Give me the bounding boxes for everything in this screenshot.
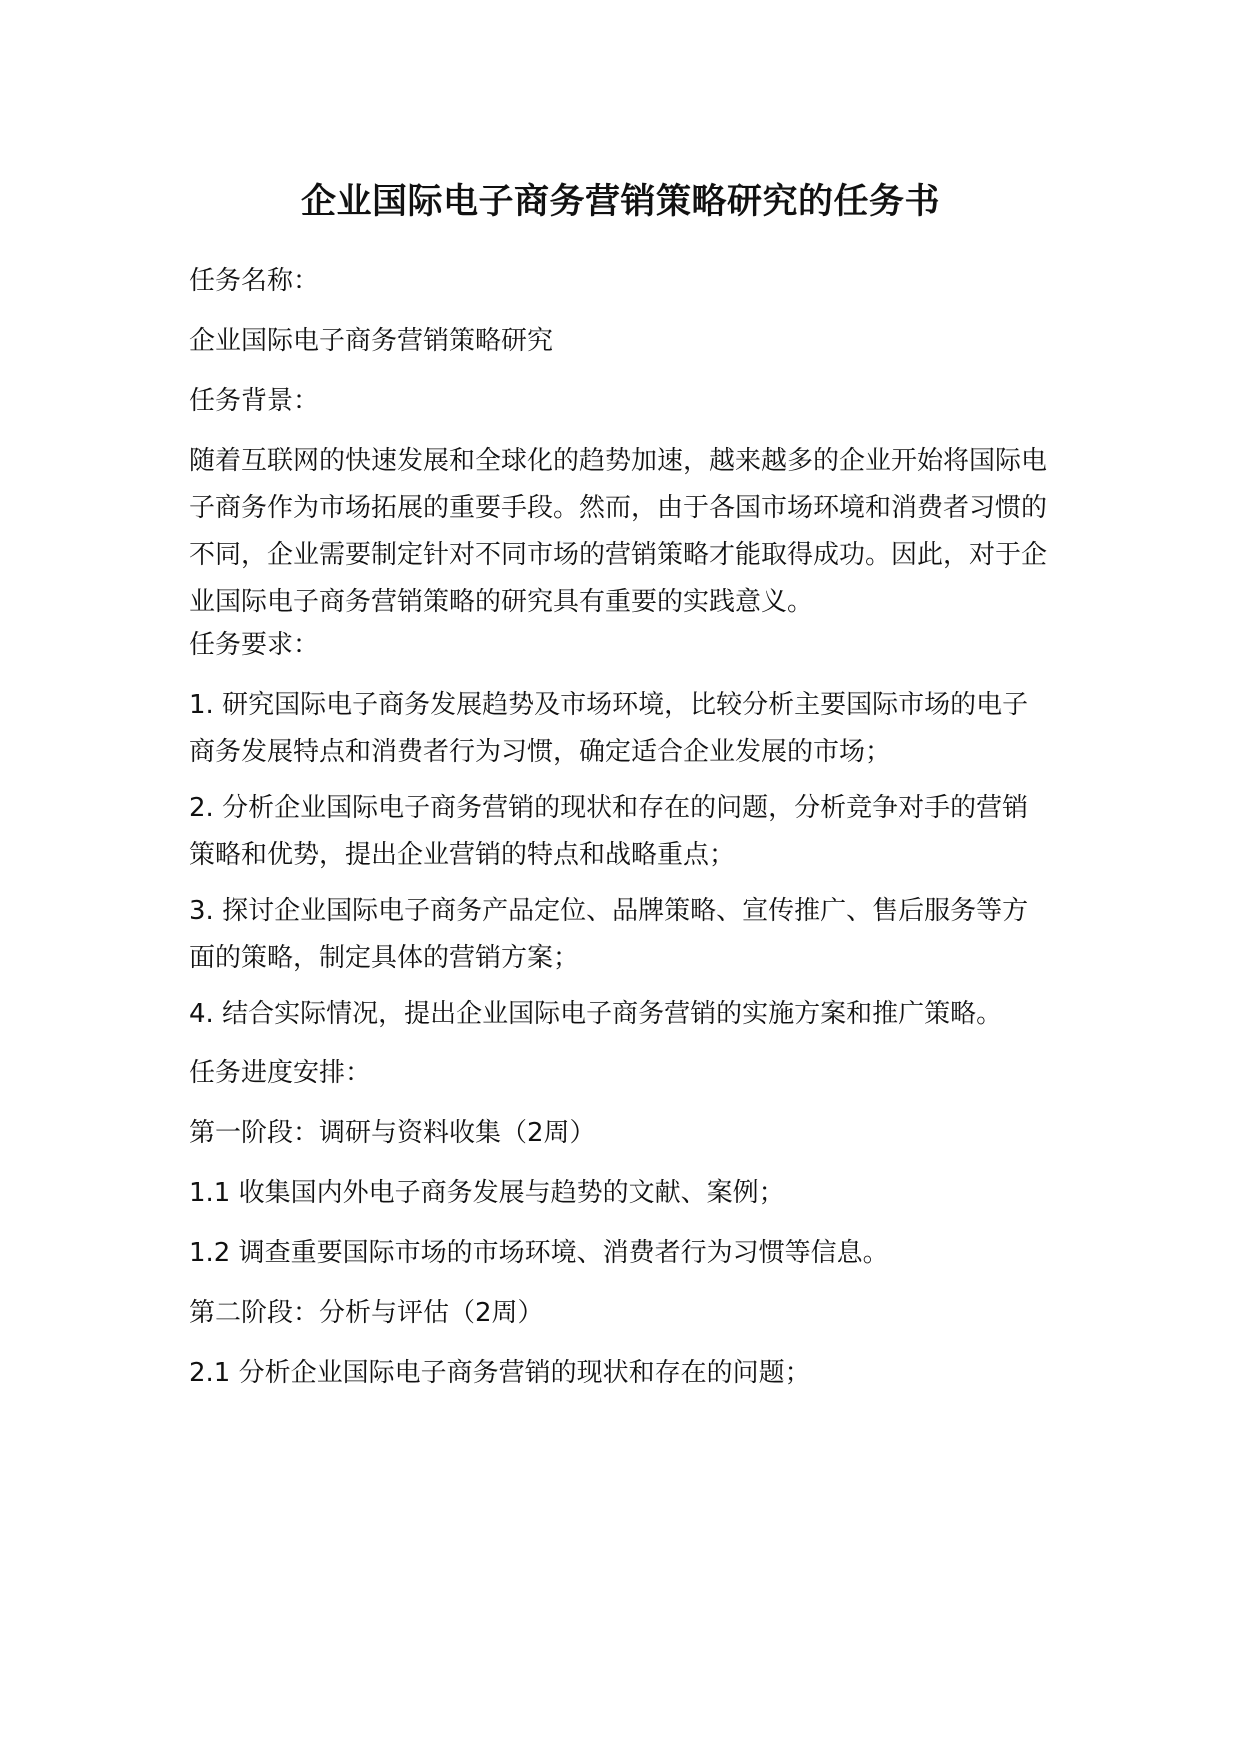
background-label: 任务背景： [189,386,320,416]
task-name-label: 任务名称： [189,266,320,296]
background-paragraph: 随着互联网的快速发展和全球化的趋势加速，越来越多的企业开始将国际电子商务作为市场拓展的重要手段。然而，由于各国市场环境和消费者习惯的不同，企业需要制定针对不同市场的营销策略才能取得成功。因此，对于企业国际电子商务营销策略的研究具有重要的实践意义。 [189,446,1048,617]
requirement-item-4: 4. 结合实际情况，提出企业国际电子商务营销的实施方案和推广策略。 [189,999,1003,1029]
stage-2-heading: 第二阶段：分析与评估（2周） [189,1298,544,1328]
task-name-value: 企业国际电子商务营销策略研究 [189,326,554,356]
schedule-label: 任务进度安排： [189,1058,372,1088]
stage-1-item-2: 1.2 调查重要国际市场的市场环境、消费者行为习惯等信息。 [189,1238,889,1268]
document-title: 企业国际电子商务营销策略研究的任务书 [300,182,940,222]
stage-2-item-1: 2.1 分析企业国际电子商务营销的现状和存在的问题； [189,1358,811,1388]
requirement-item-3: 3. 探讨企业国际电子商务产品定位、品牌策略、宣传推广、售后服务等方面的策略，制定具体的营销方案； [189,896,1029,973]
requirement-item-1: 1. 研究国际电子商务发展趋势及市场环境，比较分析主要国际市场的电子商务发展特点和消费者行为习惯，确定适合企业发展的市场； [189,690,1029,767]
requirement-item-2: 2. 分析企业国际电子商务营销的现状和存在的问题，分析竞争对手的营销策略和优势，提出企业营销的特点和战略重点； [189,793,1029,870]
requirements-label: 任务要求： [189,630,320,660]
stage-1-heading: 第一阶段：调研与资料收集（2周） [189,1118,596,1148]
stage-1-item-1: 1.1 收集国内外电子商务发展与趋势的文献、案例； [189,1178,785,1208]
